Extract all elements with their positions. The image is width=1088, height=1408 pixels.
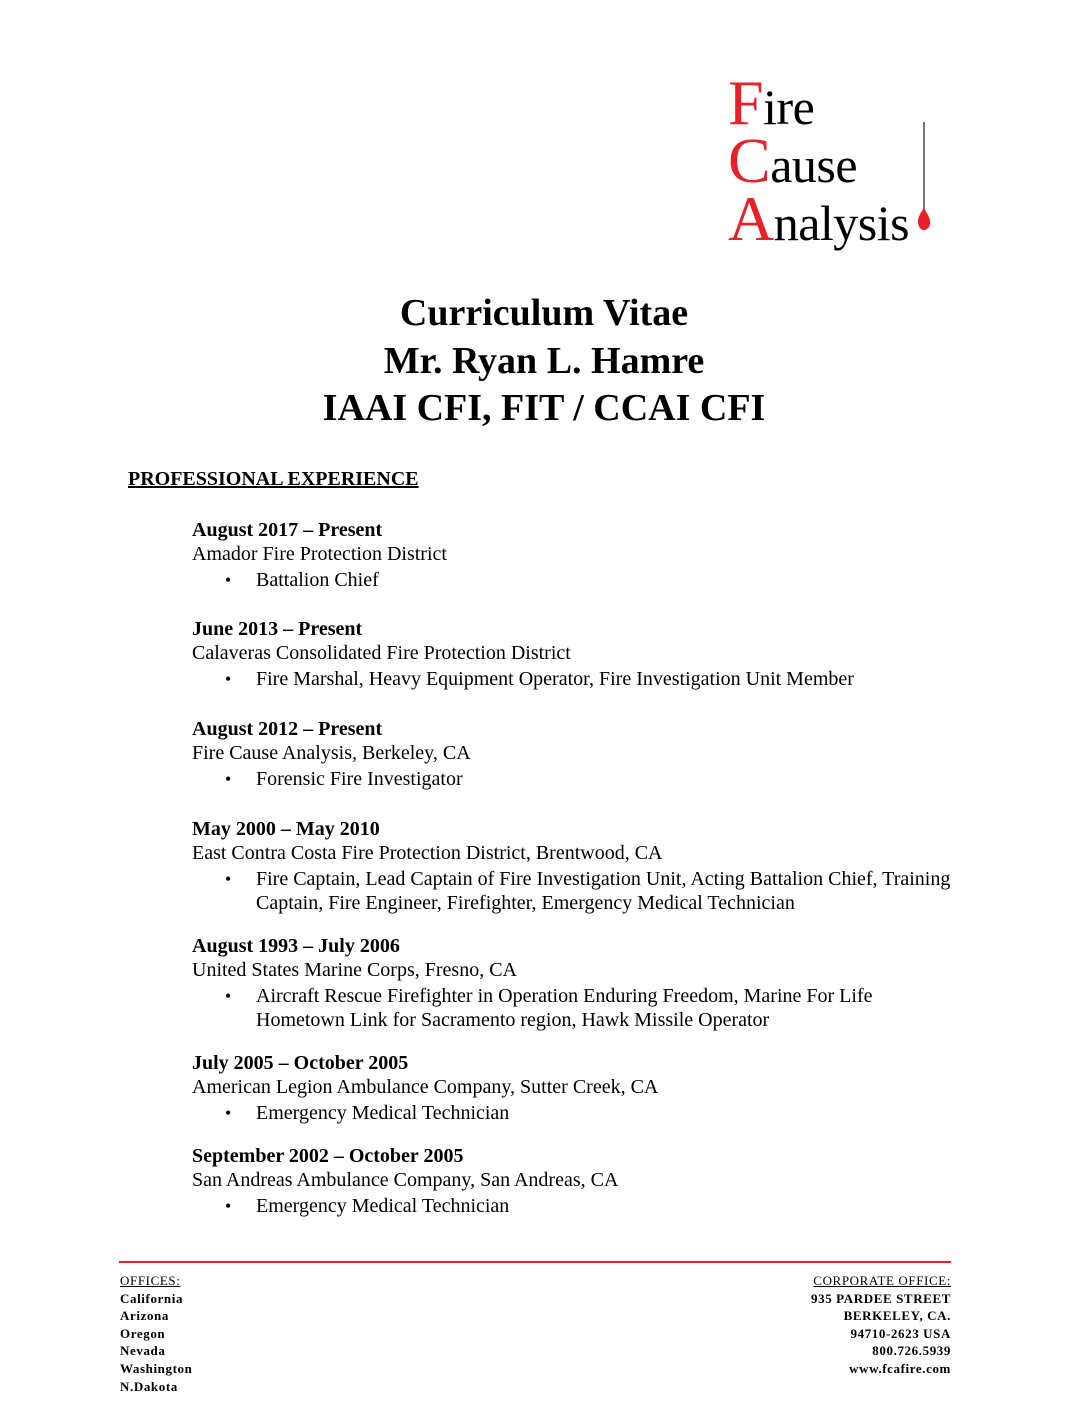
corporate-heading: CORPORATE OFFICE: — [813, 1273, 951, 1288]
address-street: 935 PARDEE STREET — [811, 1290, 951, 1306]
entry-dates: June 2013 – Present — [192, 618, 363, 640]
role-list — [192, 984, 952, 1032]
corporate-office-block — [811, 1272, 951, 1378]
role-item: • Battalion Chief — [192, 568, 952, 592]
offices-heading: OFFICES: — [120, 1273, 181, 1288]
experience-entry — [192, 717, 952, 791]
entry-dates: August 2012 – Present — [192, 718, 383, 740]
website-link[interactable]: www.fcafire.com — [849, 1360, 951, 1376]
office-item: Washington — [120, 1360, 193, 1376]
experience-entry — [192, 1051, 952, 1125]
footer-divider — [119, 1261, 951, 1263]
role-item: • Emergency Medical Technician — [192, 1194, 952, 1218]
entry-organization: East Contra Costa Fire Protection District, Brentwood, CA — [192, 842, 663, 864]
document-title: Curriculum Vitae — [399, 292, 689, 334]
logo-line-analysis: Analysis — [728, 183, 910, 254]
offices-block — [120, 1272, 192, 1395]
role-list — [192, 667, 952, 691]
phone-number: 800.726.5939 — [872, 1343, 951, 1359]
role-list — [192, 1194, 952, 1218]
role-item: • Aircraft Rescue Firefighter in Operation Enduring Freedom, Marine For Life Hometown Link for Sacramento region, Hawk Missile Operator — [192, 984, 952, 1032]
person-name: Mr. Ryan L. Hamre — [383, 340, 705, 382]
role-item: • Fire Marshal, Heavy Equipment Operator, Fire Investigation Unit Member — [192, 667, 952, 691]
office-item: California — [120, 1290, 184, 1306]
entry-organization: Amador Fire Protection District — [192, 543, 447, 565]
section-heading: PROFESSIONAL EXPERIENCE — [128, 468, 419, 490]
experience-entry — [192, 934, 952, 1032]
entry-dates: September 2002 – October 2005 — [192, 1145, 464, 1167]
entry-organization: Fire Cause Analysis, Berkeley, CA — [192, 742, 471, 764]
entry-dates: May 2000 – May 2010 — [192, 818, 380, 840]
role-list — [192, 1101, 952, 1125]
office-item: Oregon — [120, 1325, 166, 1341]
role-item: • Emergency Medical Technician — [192, 1101, 952, 1125]
address-zip: 94710-2623 USA — [850, 1325, 951, 1341]
company-logo — [728, 66, 968, 256]
entry-dates: August 1993 – July 2006 — [192, 935, 400, 957]
role-list — [192, 867, 952, 915]
logo-line-cause: Cause — [728, 125, 858, 196]
experience-entry — [192, 617, 952, 691]
office-item: N.Dakota — [120, 1378, 178, 1394]
role-list — [192, 767, 952, 791]
role-list — [192, 568, 952, 592]
logo-line-fire: Fire — [728, 67, 815, 138]
entry-dates: August 2017 – Present — [192, 519, 383, 541]
match-flame-icon — [910, 122, 938, 232]
experience-entry — [192, 1144, 952, 1218]
role-item: • Forensic Fire Investigator — [192, 767, 952, 791]
entry-organization: United States Marine Corps, Fresno, CA — [192, 959, 517, 981]
entry-organization: Calaveras Consolidated Fire Protection District — [192, 642, 571, 664]
experience-entry — [192, 817, 952, 915]
credentials: IAAI CFI, FIT / CCAI CFI — [322, 387, 766, 429]
entry-organization: American Legion Ambulance Company, Sutter Creek, CA — [192, 1076, 659, 1098]
experience-entry — [192, 518, 952, 592]
entry-organization: San Andreas Ambulance Company, San Andreas, CA — [192, 1169, 619, 1191]
office-item: Arizona — [120, 1308, 169, 1324]
office-item: Nevada — [120, 1343, 166, 1359]
address-city: BERKELEY, CA. — [843, 1308, 951, 1324]
entry-dates: July 2005 – October 2005 — [192, 1052, 409, 1074]
role-item: • Fire Captain, Lead Captain of Fire Investigation Unit, Acting Battalion Chief, Training Captain, Fire Engineer, Firefighter, Emergency Medical Technician — [192, 867, 952, 915]
